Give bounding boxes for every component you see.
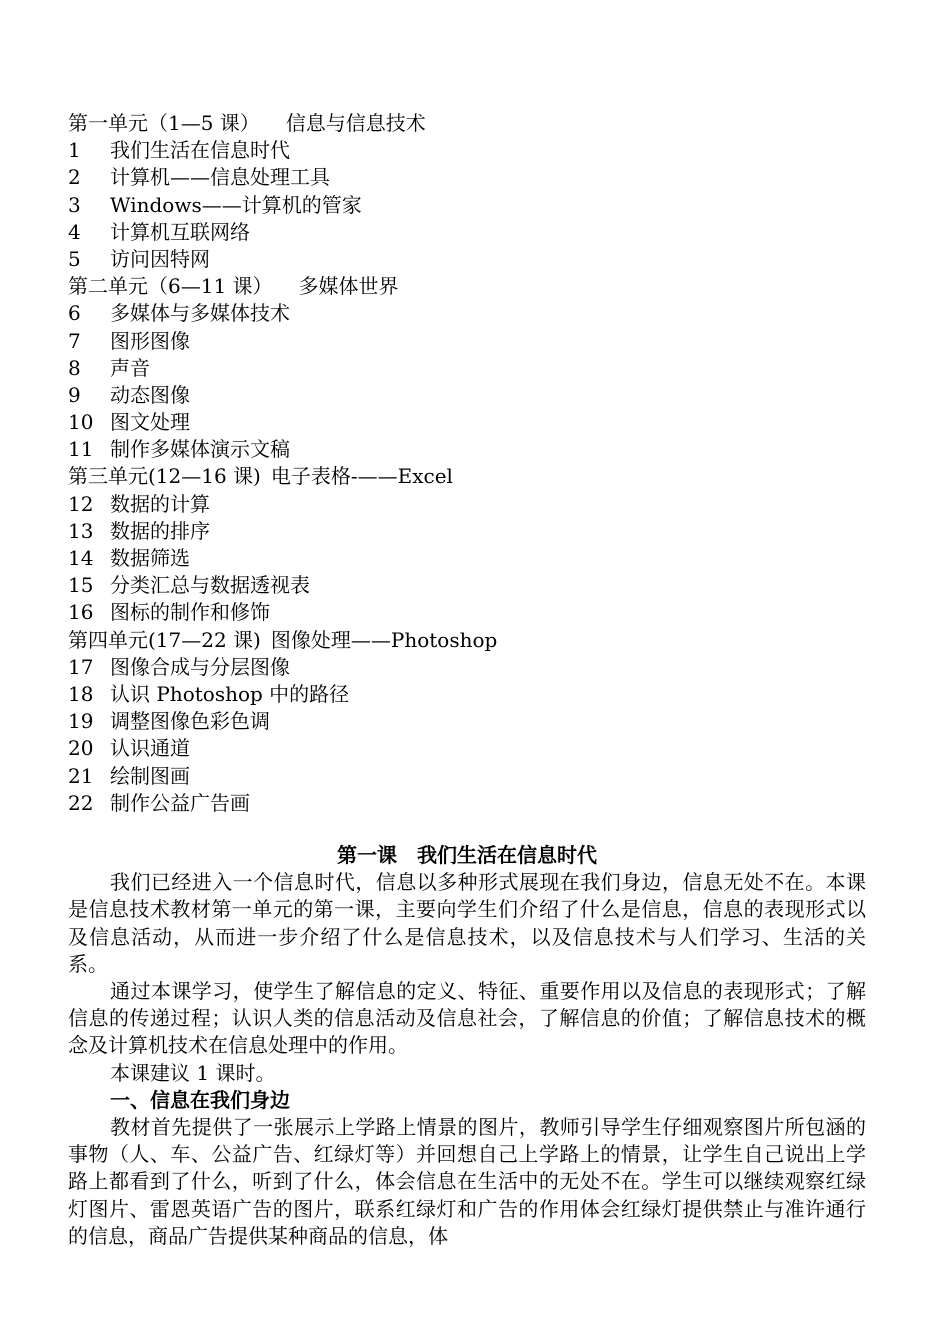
lesson-title: 声音 bbox=[110, 355, 150, 380]
unit-heading bbox=[68, 273, 868, 300]
lesson-title: 分类汇总与数据透视表 bbox=[110, 573, 310, 598]
unit-topic: 信息与信息技术 bbox=[285, 111, 426, 135]
lesson-content bbox=[68, 842, 866, 1250]
toc-lesson-item bbox=[68, 654, 868, 681]
toc-lesson-item bbox=[68, 572, 868, 599]
lesson-title: 数据的计算 bbox=[110, 491, 210, 516]
toc-lesson-item bbox=[68, 164, 868, 191]
toc-lesson-item bbox=[68, 763, 868, 790]
table-of-contents bbox=[68, 110, 868, 817]
lesson-title: Windows——计算机的管家 bbox=[110, 192, 362, 217]
lesson-number: 6 bbox=[68, 301, 81, 326]
toc-lesson-item bbox=[68, 192, 868, 219]
lesson-title: 图像合成与分层图像 bbox=[110, 654, 290, 679]
unit-heading bbox=[68, 627, 868, 654]
unit-heading bbox=[68, 110, 868, 137]
lesson-title: 访问因特网 bbox=[110, 246, 210, 271]
lesson-number: 2 bbox=[68, 165, 81, 190]
lesson-number: 20 bbox=[68, 736, 94, 761]
lesson-title: 计算机互联网络 bbox=[110, 219, 250, 244]
toc-lesson-item bbox=[68, 708, 868, 735]
lesson-title: 绘制图画 bbox=[110, 763, 190, 788]
lesson-number: 7 bbox=[68, 328, 81, 353]
toc-lesson-item bbox=[68, 518, 868, 545]
lesson-title: 图文处理 bbox=[110, 410, 190, 435]
lesson-title: 多媒体与多媒体技术 bbox=[110, 301, 290, 326]
lesson-number: 21 bbox=[68, 763, 94, 788]
lesson-number: 14 bbox=[68, 546, 94, 570]
unit-topic: 图像处理——Photoshop bbox=[270, 627, 498, 652]
lesson-title: 调整图像色彩色调 bbox=[110, 709, 270, 734]
unit-title: 第三单元(12—16 课) bbox=[68, 464, 261, 489]
lesson-number: 10 bbox=[68, 410, 94, 435]
lesson-number: 13 bbox=[68, 518, 94, 543]
toc-lesson-item bbox=[68, 599, 868, 626]
toc-lesson-item bbox=[68, 409, 868, 436]
lesson-number: 15 bbox=[68, 573, 94, 598]
body-paragraph: 我们已经进入一个信息时代，信息以多种形式展现在我们身边，信息无处不在。本课是信息技术教材第一单元的第一课，主要向学生们介绍了什么是信息，信息的表现形式以及信息活动，从而进一步介绍了什么是信息技术，以及信息技术与人们学习、生活的关系。 bbox=[68, 870, 866, 976]
lesson-title: 认识通道 bbox=[110, 736, 190, 761]
lesson-number: 8 bbox=[68, 355, 81, 380]
lesson-number: 12 bbox=[68, 491, 94, 516]
unit-heading bbox=[68, 463, 868, 490]
lesson-number: 3 bbox=[68, 192, 81, 217]
body-paragraph: 本课建议 1 课时。 bbox=[110, 1060, 276, 1085]
toc-lesson-item bbox=[68, 328, 868, 355]
lesson-number: 5 bbox=[68, 246, 81, 271]
lesson-number: 11 bbox=[68, 437, 94, 462]
lesson-number: 16 bbox=[68, 600, 94, 625]
unit-topic: 多媒体世界 bbox=[298, 274, 399, 299]
toc-lesson-item bbox=[68, 137, 868, 164]
toc-lesson-item bbox=[68, 382, 868, 409]
lesson-title-heading: 第一课 我们生活在信息时代 bbox=[337, 843, 597, 867]
lesson-title: 数据的排序 bbox=[110, 518, 210, 543]
lesson-title: 我们生活在信息时代 bbox=[110, 138, 290, 163]
lesson-number: 19 bbox=[68, 709, 94, 734]
unit-title: 第二单元（6—11 课） bbox=[68, 274, 273, 299]
unit-title: 第一单元（1—5 课） bbox=[68, 111, 260, 135]
unit-title: 第四单元(17—22 课) bbox=[68, 627, 261, 652]
toc-lesson-item bbox=[68, 436, 868, 463]
lesson-title: 制作公益广告画 bbox=[110, 790, 250, 815]
toc-lesson-item bbox=[68, 219, 868, 246]
lesson-title: 数据筛选 bbox=[110, 546, 190, 570]
body-paragraph: 教材首先提供了一张展示上学路上情景的图片，教师引导学生仔细观察图片所包涵的事物（人、车、公益广告、红绿灯等）并回想自己上学路上的情景，让学生自己说出上学路上都看到了什么，听到了什么，体会信息在生活中的无处不在。学生可以继续观察红绿灯图片、雷恩英语广告的图片，联系红绿灯和广告的作用体会红绿灯提供禁止与准许通行的信息，商品广告提供某种商品的信息，体 bbox=[68, 1115, 866, 1248]
toc-lesson-item bbox=[68, 681, 868, 708]
section-heading: 一、信息在我们身边 bbox=[110, 1087, 290, 1112]
lesson-title: 图标的制作和修饰 bbox=[110, 600, 270, 625]
toc-lesson-item bbox=[68, 735, 868, 762]
lesson-title: 制作多媒体演示文稿 bbox=[110, 437, 290, 462]
lesson-number: 4 bbox=[68, 219, 81, 244]
lesson-title: 计算机——信息处理工具 bbox=[110, 165, 330, 190]
lesson-number: 1 bbox=[68, 138, 81, 163]
toc-lesson-item bbox=[68, 790, 868, 817]
lesson-number: 22 bbox=[68, 790, 94, 815]
lesson-title: 图形图像 bbox=[110, 328, 190, 353]
body-paragraph: 通过本课学习，使学生了解信息的定义、特征、重要作用以及信息的表现形式；了解信息的传递过程；认识人类的信息活动及信息社会，了解信息的价值；了解信息技术的概念及计算机技术在信息处理中的作用。 bbox=[68, 979, 866, 1058]
toc-lesson-item bbox=[68, 300, 868, 327]
toc-lesson-item bbox=[68, 491, 868, 518]
toc-lesson-item bbox=[68, 355, 868, 382]
unit-topic: 电子表格-——Excel bbox=[270, 464, 453, 489]
toc-lesson-item bbox=[68, 246, 868, 273]
lesson-title: 认识 Photoshop 中的路径 bbox=[110, 681, 350, 706]
toc-lesson-item bbox=[68, 545, 868, 572]
lesson-number: 9 bbox=[68, 382, 81, 407]
lesson-title: 动态图像 bbox=[110, 382, 190, 407]
lesson-number: 18 bbox=[68, 681, 94, 706]
lesson-number: 17 bbox=[68, 654, 94, 679]
